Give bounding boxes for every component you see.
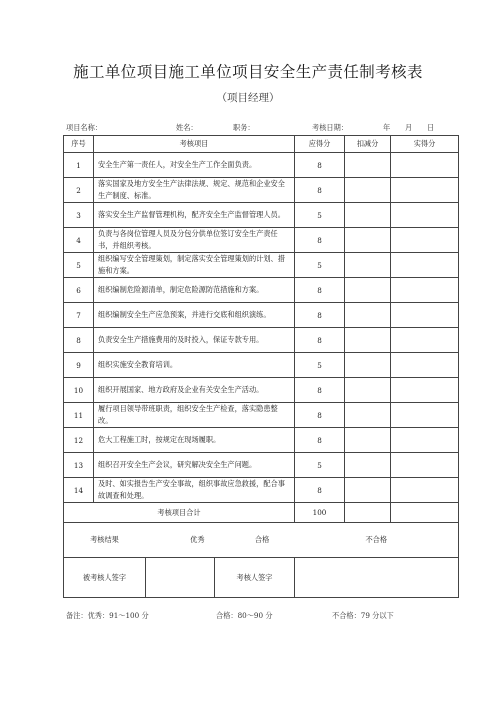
row-actual-cell[interactable] [391, 328, 459, 353]
row-number: 2 [64, 178, 94, 203]
result-excellent[interactable]: 优秀 [190, 535, 205, 544]
row-number: 1 [64, 153, 94, 178]
row-score: 5 [295, 453, 345, 478]
row-score: 8 [295, 303, 345, 328]
row-item: 组织编写安全管理策划，制定落实安全管理策划的计划、措施和方案。 [94, 253, 295, 278]
row-actual-cell[interactable] [391, 203, 459, 228]
row-item: 负责与各岗位管理人员及分包分供单位签订安全生产责任书，并组织考核。 [94, 228, 295, 253]
row-number: 7 [64, 303, 94, 328]
row-item: 安全生产第一责任人，对安全生产工作全面负责。 [94, 153, 295, 178]
row-actual-cell[interactable] [391, 303, 459, 328]
row-deduct-cell[interactable] [345, 203, 391, 228]
name-label: 姓名： [176, 123, 198, 132]
row-deduct-cell[interactable] [345, 378, 391, 403]
row-score: 8 [295, 153, 345, 178]
row-item: 危大工程施工时，按规定在现场履职。 [94, 428, 295, 453]
row-number: 13 [64, 453, 94, 478]
row-deduct-cell[interactable] [345, 228, 391, 253]
position-label: 职务： [233, 123, 255, 132]
total-actual-cell[interactable] [391, 503, 459, 523]
document-title: 施工单位项目施工单位项目安全生产责任制考核表 [73, 63, 423, 81]
row-actual-cell[interactable] [391, 153, 459, 178]
row-number: 14 [64, 478, 94, 503]
row-item: 组织实施安全教育培训。 [94, 353, 295, 378]
row-score: 8 [295, 228, 345, 253]
examinee-signature-field[interactable] [146, 558, 214, 597]
row-number: 3 [64, 203, 94, 228]
table-row [64, 253, 459, 278]
row-score: 8 [295, 403, 345, 428]
row-deduct-cell[interactable] [345, 153, 391, 178]
result-row [64, 523, 459, 558]
row-deduct-cell[interactable] [345, 453, 391, 478]
assessment-table [63, 135, 459, 598]
row-deduct-cell[interactable] [345, 353, 391, 378]
header-deduct: 扣减分 [345, 136, 391, 153]
row-item: 组织召开安全生产会议，研究解决安全生产问题。 [94, 453, 295, 478]
day-label: 日 [427, 123, 435, 132]
row-actual-cell[interactable] [391, 403, 459, 428]
note-pass: 合格：80～90 分 [216, 611, 273, 620]
row-score: 8 [295, 478, 345, 503]
table-row [64, 303, 459, 328]
row-number: 9 [64, 353, 94, 378]
row-item: 负责安全生产措施费用的及时投入，保证专款专用。 [94, 328, 295, 353]
signature-row [64, 558, 459, 598]
document-subtitle: （项目经理） [216, 92, 280, 104]
row-number: 11 [64, 403, 94, 428]
row-number: 8 [64, 328, 94, 353]
result-pass[interactable]: 合格 [254, 535, 270, 544]
row-number: 10 [64, 378, 94, 403]
row-score: 8 [295, 378, 345, 403]
row-item: 履行项目领导带班职责，组织安全生产检查，落实隐患整改。 [94, 403, 295, 428]
table-row [64, 478, 459, 503]
row-score: 8 [295, 278, 345, 303]
table-row [64, 178, 459, 203]
row-score: 5 [295, 253, 345, 278]
row-score: 5 [295, 353, 345, 378]
header-item: 考核项目 [94, 136, 295, 153]
header-no: 序号 [64, 136, 94, 153]
table-row [64, 328, 459, 353]
row-score: 8 [295, 328, 345, 353]
row-number: 6 [64, 278, 94, 303]
row-deduct-cell[interactable] [345, 428, 391, 453]
header-score: 应得分 [295, 136, 345, 153]
year-label: 年 [383, 123, 391, 132]
note-fail: 不合格：79 分以下 [332, 611, 394, 620]
result-label-cell [64, 523, 295, 558]
table-row [64, 228, 459, 253]
examinee-label: 被考核人签字 [64, 558, 146, 597]
table-row [64, 428, 459, 453]
signature-left-cell [64, 558, 295, 598]
total-label: 考核项目合计 [64, 503, 295, 523]
row-item: 组织编制安全生产应急预案，并进行交底和组织演练。 [94, 303, 295, 328]
row-actual-cell[interactable] [391, 178, 459, 203]
month-label: 月 [405, 123, 413, 132]
row-deduct-cell[interactable] [345, 278, 391, 303]
row-score: 5 [295, 203, 345, 228]
row-item: 及时、如实报告生产安全事故，组织事故应急救援，配合事故调查和处理。 [94, 478, 295, 503]
row-deduct-cell[interactable] [345, 178, 391, 203]
row-item: 组织开展国家、地方政府及企业有关安全生产活动。 [94, 378, 295, 403]
examiner-label: 考核人签字 [214, 558, 294, 597]
row-number: 5 [64, 253, 94, 278]
date-label: 考核日期： [312, 123, 348, 132]
row-item: 落实国家及地方安全生产法律法规、规定、规范和企业安全生产制度、标准。 [94, 178, 295, 203]
table-row [64, 203, 459, 228]
row-actual-cell[interactable] [391, 453, 459, 478]
project-name-label: 项目名称： [66, 123, 102, 132]
row-score: 8 [295, 178, 345, 203]
table-row [64, 278, 459, 303]
row-item: 落实安全生产监督管理机构，配齐安全生产监督管理人员。 [94, 203, 295, 228]
row-deduct-cell[interactable] [345, 328, 391, 353]
examiner-signature-field[interactable] [295, 558, 459, 598]
row-actual-cell[interactable] [391, 478, 459, 503]
table-header-row [64, 136, 459, 153]
row-actual-cell[interactable] [391, 428, 459, 453]
table-row [64, 378, 459, 403]
total-deduct-cell[interactable] [345, 503, 391, 523]
row-deduct-cell[interactable] [345, 403, 391, 428]
row-deduct-cell[interactable] [345, 303, 391, 328]
row-actual-cell[interactable] [391, 353, 459, 378]
row-actual-cell[interactable] [391, 253, 459, 278]
table-row [64, 453, 459, 478]
result-label: 考核结果 [90, 535, 119, 544]
result-fail-cell [295, 523, 459, 558]
row-actual-cell[interactable] [391, 378, 459, 403]
row-deduct-cell[interactable] [345, 478, 391, 503]
row-actual-cell[interactable] [391, 228, 459, 253]
result-fail[interactable]: 不合格 [365, 535, 388, 544]
table-row [64, 153, 459, 178]
row-actual-cell[interactable] [391, 278, 459, 303]
row-item: 组织编制危险源清单，制定危险源防范措施和方案。 [94, 278, 295, 303]
header-actual: 实得分 [391, 136, 459, 153]
row-number: 4 [64, 228, 94, 253]
table-row [64, 353, 459, 378]
total-row [64, 503, 459, 523]
total-score: 100 [295, 503, 345, 523]
row-number: 12 [64, 428, 94, 453]
table-row [64, 403, 459, 428]
row-deduct-cell[interactable] [345, 253, 391, 278]
note-excellent: 备注：优秀：91～100 分 [66, 611, 149, 620]
row-score: 8 [295, 428, 345, 453]
